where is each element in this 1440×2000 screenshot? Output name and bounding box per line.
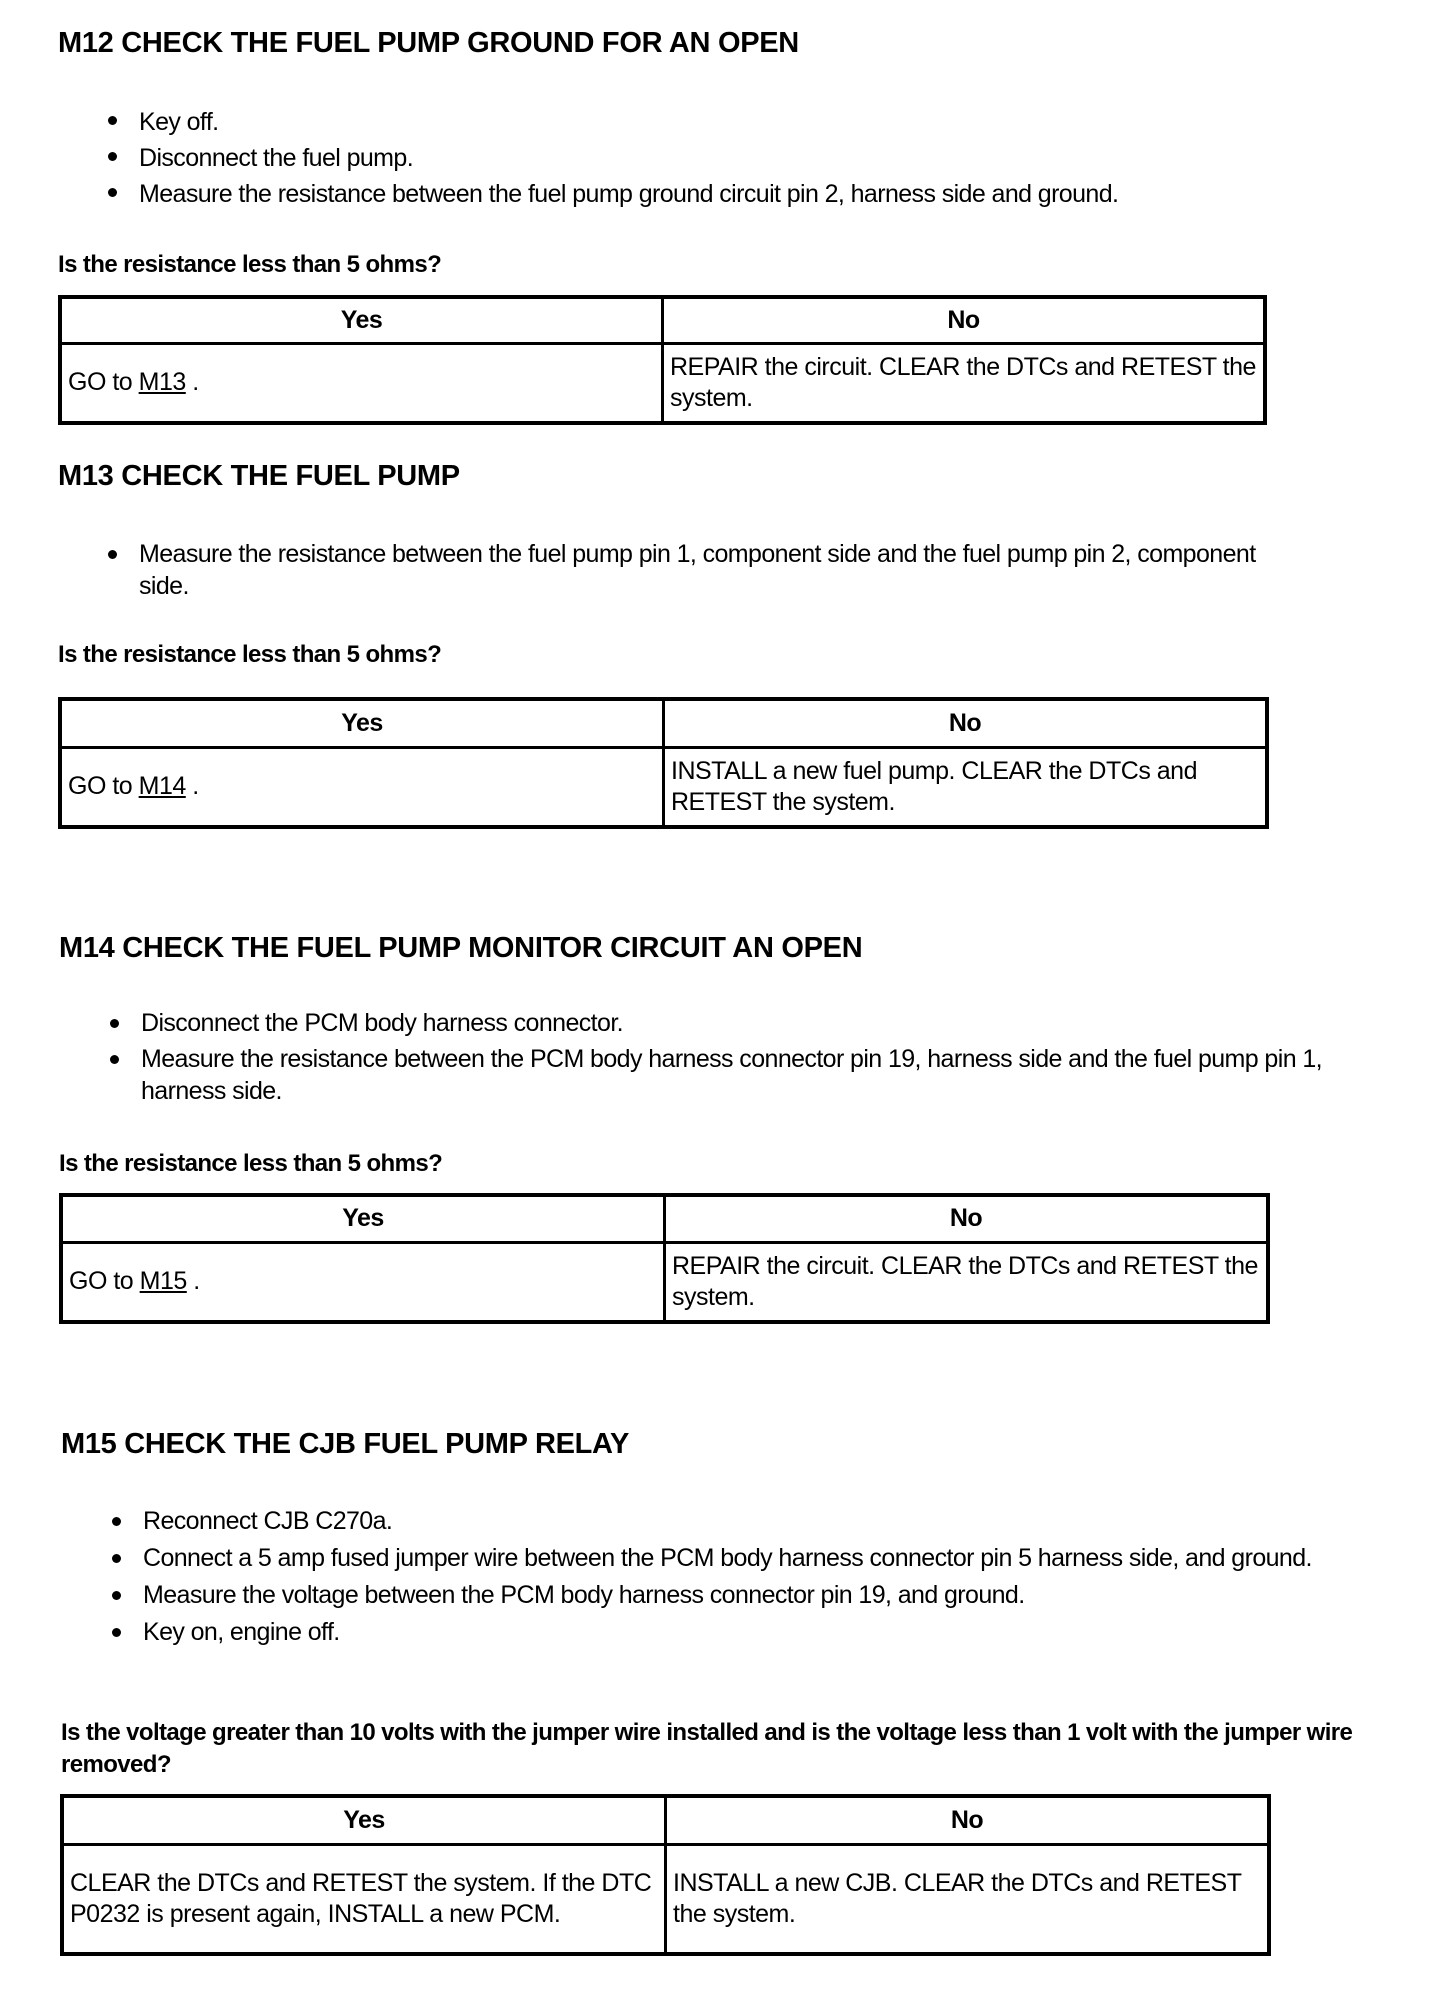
- question-m12: Is the resistance less than 5 ohms?: [58, 251, 442, 278]
- yes-cell: [61, 1242, 665, 1322]
- yes-cell: [60, 343, 663, 423]
- step-text: Measure the resistance between the fuel pump ground circuit pin 2, harness side and ground.: [139, 180, 1119, 208]
- bullet-icon: [112, 1591, 121, 1600]
- steps-list-m15: [143, 1505, 1363, 1648]
- step-item: [141, 1043, 1381, 1107]
- yes-cell: CLEAR the DTCs and RETEST the system. If the DTC P0232 is present again, INSTALL a new PCM.: [62, 1844, 666, 1954]
- step-item: [141, 1007, 1381, 1039]
- step-text: Measure the voltage between the PCM body harness connector pin 19, and ground.: [143, 1581, 1025, 1609]
- yes-header: Yes: [61, 1195, 665, 1242]
- question-m14: Is the resistance less than 5 ohms?: [59, 1150, 443, 1177]
- step-text: Measure the resistance between the PCM body harness connector pin 19, harness side and the fuel pump pin 1, harness side.: [141, 1045, 1322, 1105]
- bullet-icon: [112, 1554, 121, 1563]
- bullet-icon: [110, 1019, 119, 1028]
- bullet-icon: [112, 1628, 121, 1637]
- result-table-m14: [59, 1193, 1270, 1324]
- result-table-m12: [58, 295, 1267, 425]
- yes-header: Yes: [62, 1796, 666, 1844]
- bullet-icon: [112, 1517, 121, 1526]
- step-text: Disconnect the fuel pump.: [139, 144, 414, 172]
- section-title-m12: M12 CHECK THE FUEL PUMP GROUND FOR AN OPEN: [58, 27, 799, 59]
- no-header: No: [663, 297, 1266, 343]
- step-text: Connect a 5 amp fused jumper wire between the PCM body harness connector pin 5 harness side, and ground.: [143, 1544, 1312, 1572]
- bullet-icon: [108, 116, 117, 125]
- no-cell: REPAIR the circuit. CLEAR the DTCs and RETEST the system.: [665, 1242, 1269, 1322]
- yes-header: Yes: [60, 297, 663, 343]
- section-title-m15: M15 CHECK THE CJB FUEL PUMP RELAY: [61, 1428, 630, 1460]
- step-item: [143, 1505, 1363, 1537]
- no-cell: INSTALL a new CJB. CLEAR the DTCs and RETEST the system.: [666, 1844, 1270, 1954]
- question-m15: Is the voltage greater than 10 volts with the jumper wire installed and is the voltage less than 1 volt with the jumper wire removed?: [61, 1719, 1353, 1778]
- step-item: [143, 1616, 1363, 1648]
- yes-suffix: .: [185, 368, 199, 397]
- step-text: Disconnect the PCM body harness connector.: [141, 1009, 624, 1037]
- step-item: [139, 104, 1339, 140]
- yes-prefix: GO to: [69, 1267, 140, 1296]
- step-text: Key on, engine off.: [143, 1618, 340, 1646]
- step-item: [143, 1542, 1363, 1574]
- question-m13: Is the resistance less than 5 ohms?: [58, 641, 442, 668]
- no-header: No: [665, 1195, 1269, 1242]
- bullet-icon: [108, 152, 117, 161]
- step-item: [139, 176, 1339, 212]
- yes-prefix: GO to: [68, 368, 139, 397]
- result-table-m13: [58, 697, 1269, 829]
- steps-list-m13: [139, 538, 1309, 602]
- step-item: [143, 1579, 1363, 1611]
- link-m13[interactable]: M13: [138, 368, 186, 397]
- yes-suffix: .: [185, 772, 199, 801]
- steps-list-m12: [139, 104, 1339, 212]
- step-item: [139, 538, 1309, 602]
- result-table-m15: [60, 1794, 1271, 1956]
- bullet-icon: [108, 188, 117, 197]
- no-cell: REPAIR the circuit. CLEAR the DTCs and RETEST the system.: [663, 343, 1266, 423]
- yes-suffix: .: [186, 1267, 200, 1296]
- section-title-m13: M13 CHECK THE FUEL PUMP: [58, 460, 460, 492]
- no-header: No: [666, 1796, 1270, 1844]
- step-item: [139, 140, 1339, 176]
- step-text: Measure the resistance between the fuel pump pin 1, component side and the fuel pump pin 2, component side.: [139, 540, 1256, 600]
- yes-cell: [60, 747, 664, 827]
- link-m15[interactable]: M15: [139, 1267, 187, 1296]
- yes-prefix: GO to: [68, 772, 139, 801]
- link-m14[interactable]: M14: [138, 772, 186, 801]
- steps-list-m14: [141, 1007, 1381, 1107]
- bullet-icon: [108, 550, 117, 559]
- no-header: No: [664, 699, 1268, 747]
- step-text: Key off.: [139, 108, 219, 136]
- bullet-icon: [110, 1055, 119, 1064]
- section-title-m14: M14 CHECK THE FUEL PUMP MONITOR CIRCUIT AN OPEN: [59, 932, 863, 964]
- step-text: Reconnect CJB C270a.: [143, 1507, 393, 1535]
- yes-header: Yes: [60, 699, 664, 747]
- no-cell: INSTALL a new fuel pump. CLEAR the DTCs and RETEST the system.: [664, 747, 1268, 827]
